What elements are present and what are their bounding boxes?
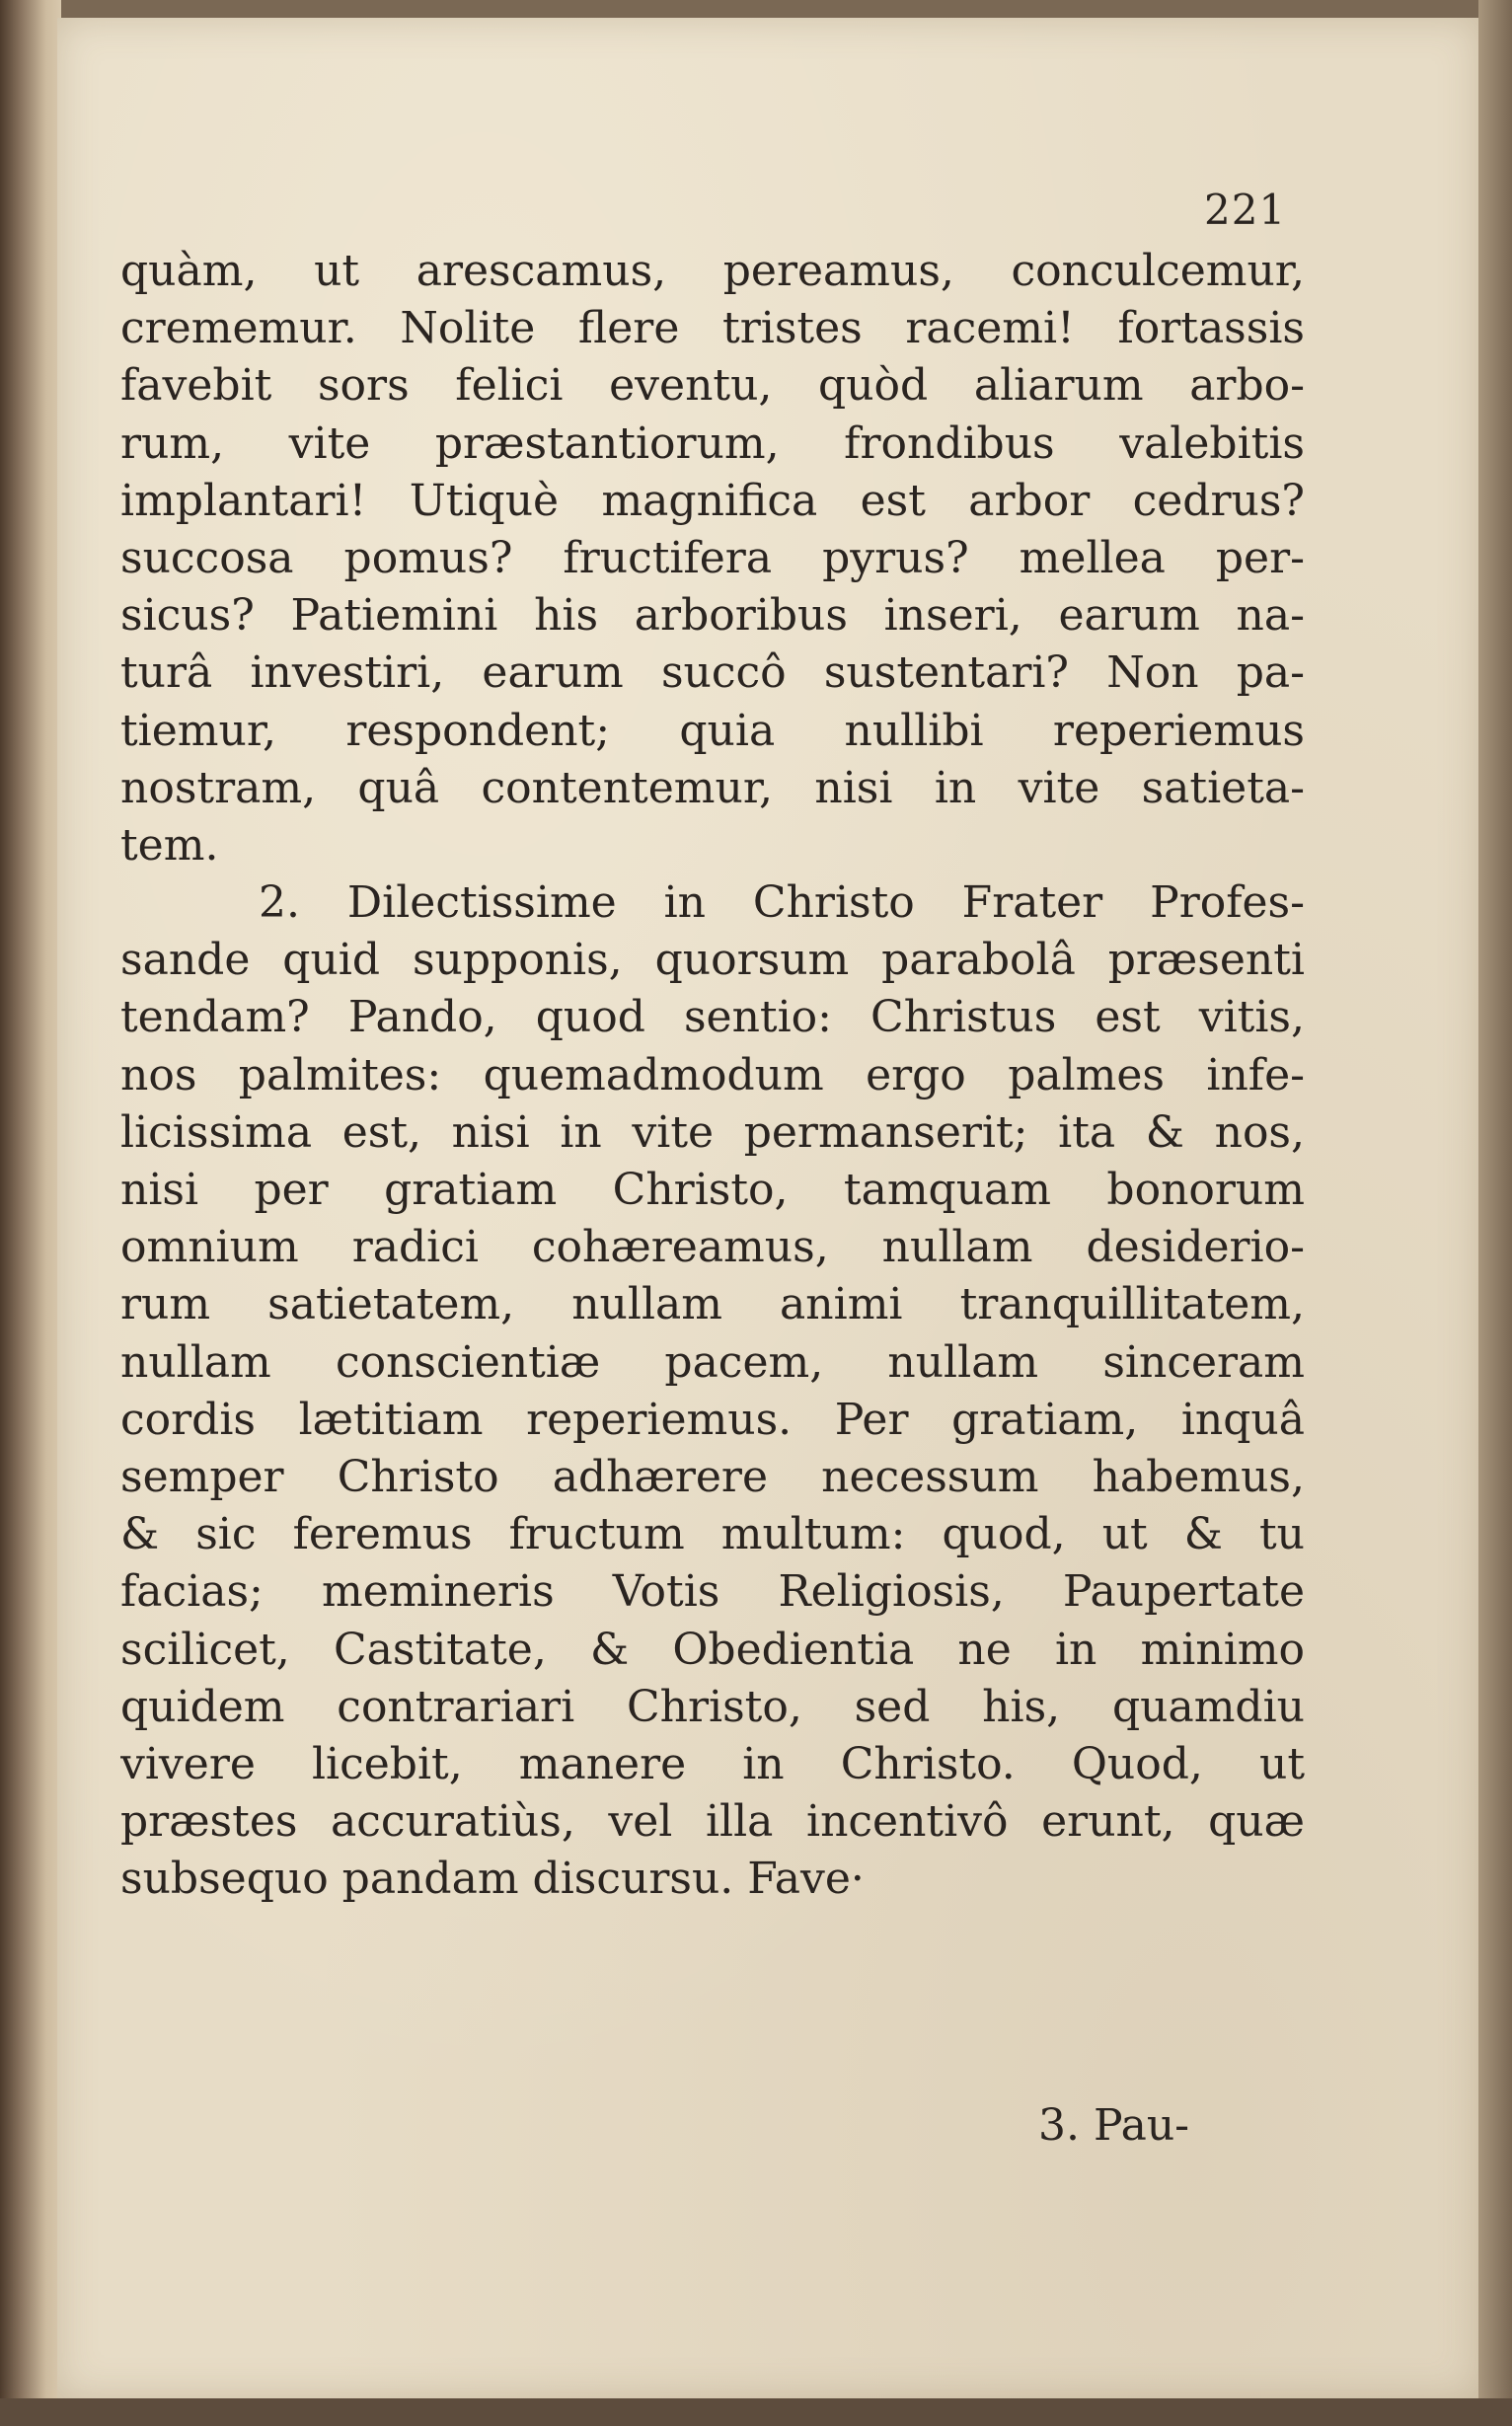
text-line: nostram, quâ contentemur, nisi in vite satieta- xyxy=(120,762,1305,813)
text-line: facias; memineris Votis Religiosis, Paupertate xyxy=(120,1566,1305,1618)
text-line: rum, vite præstantiorum, frondibus valebitis xyxy=(120,417,1305,469)
text-line: sande quid supponis, quorsum parabolâ præsenti xyxy=(120,935,1305,986)
text-line: sicus? Patiemini his arboribus inseri, earum na- xyxy=(120,590,1305,642)
text-line: præstes accuratiùs, vel illa incentivô erunt, quæ xyxy=(120,1796,1305,1848)
catchword: 3. Pau- xyxy=(1038,2100,1190,2151)
text-line: licissima est, nisi in vite permanserit; ita & nos, xyxy=(120,1106,1305,1158)
book-gutter xyxy=(0,0,61,2426)
text-line: quidem contrariari Christo, sed his, quamdiu xyxy=(120,1681,1305,1732)
text-line: implantari! Utiquè magnifica est arbor cedrus? xyxy=(120,475,1305,526)
text-line: tiemur, respondent; quia nullibi reperiemus xyxy=(120,705,1305,756)
text-line: tendam? Pando, quod sentio: Christus est vitis, xyxy=(120,992,1305,1043)
text-line: & sic feremus fructum multum: quod, ut & tu xyxy=(120,1509,1305,1560)
text-line: favebit sors felici eventu, quòd aliarum arbo- xyxy=(120,360,1305,412)
scan-background-bottom xyxy=(0,2398,1512,2426)
text-line: cordis lætitiam reperiemus. Per gratiam, inquâ xyxy=(120,1394,1305,1445)
paragraph-start-line: 2. Dilectissime in Christo Frater Profes- xyxy=(259,877,1305,929)
text-line: nisi per gratiam Christo, tamquam bonorum xyxy=(120,1165,1305,1215)
text-line: semper Christo adhærere necessum habemus, xyxy=(120,1451,1305,1502)
text-line: omnium radici cohæreamus, nullam desiderio- xyxy=(120,1222,1305,1273)
text-line: vivere licebit, manere in Christo. Quod, ut xyxy=(120,1738,1305,1789)
page-number: 221 xyxy=(1204,186,1287,234)
text-line: nos palmites: quemadmodum ergo palmes infe- xyxy=(120,1049,1305,1100)
scan-background-top xyxy=(0,0,1512,18)
text-line: subsequo pandam discursu. Fave· xyxy=(120,1854,865,1905)
scan-background-right xyxy=(1478,0,1512,2426)
text-line: crememur. Nolite flere tristes racemi! fortassis xyxy=(120,303,1305,354)
text-line: scilicet, Castitate, & Obedientia ne in minimo xyxy=(120,1624,1305,1675)
text-line: tem. xyxy=(120,819,219,871)
text-line: quàm, ut arescamus, pereamus, conculcemur, xyxy=(120,246,1305,296)
text-line: rum satietatem, nullam animi tranquillitatem, xyxy=(120,1279,1305,1330)
body-text xyxy=(120,243,1305,1908)
text-line: succosa pomus? fructifera pyrus? mellea per- xyxy=(120,532,1305,583)
text-line: turâ investiri, earum succô sustentari? Non pa- xyxy=(120,647,1305,699)
text-line: nullam conscientiæ pacem, nullam sinceram xyxy=(120,1336,1305,1388)
